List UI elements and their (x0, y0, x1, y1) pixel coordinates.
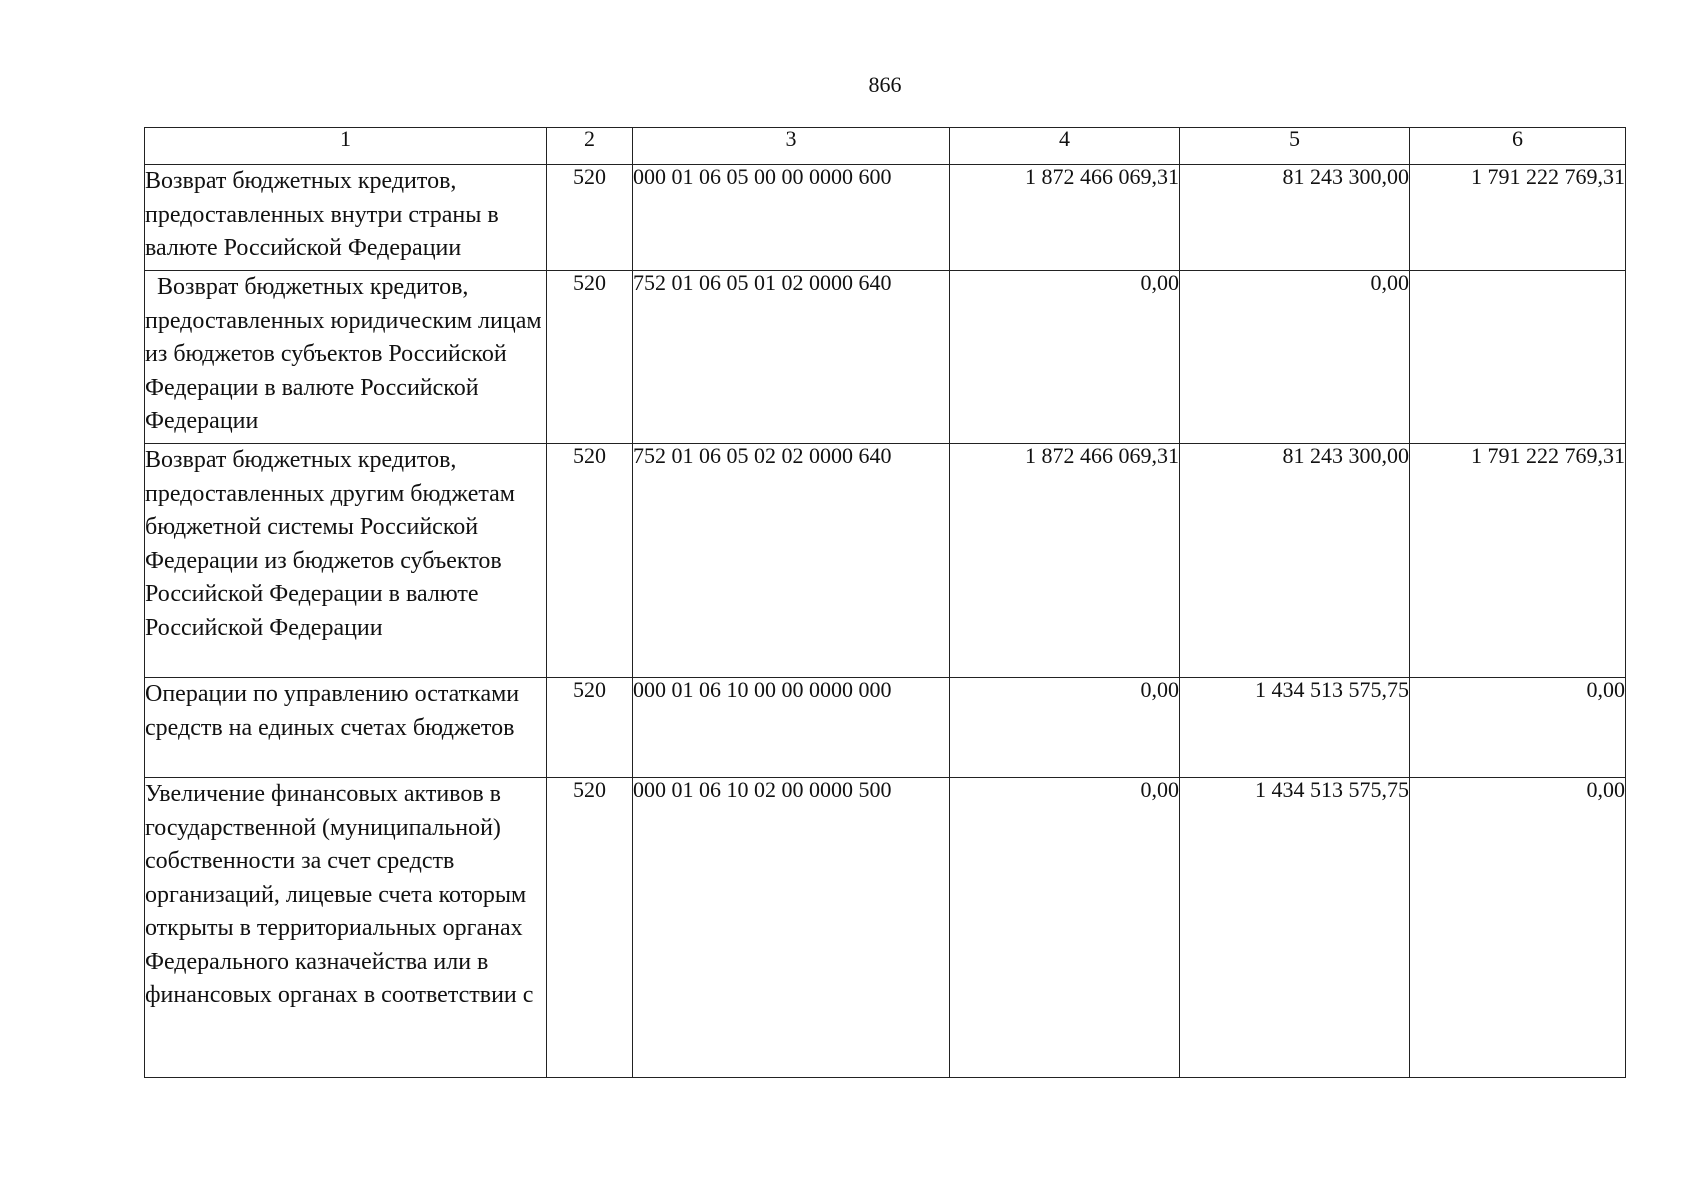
row-description-cell (145, 271, 547, 444)
row-description: Возврат бюджетных кредитов, предоставленных другим бюджетам бюджетной системы Российской Федерации из бюджетов субъектов Российской Федерации в валюте Российской Федерации (145, 444, 547, 678)
row-line-code: 520 (547, 165, 633, 271)
row-value-col4: 0,00 (950, 678, 1180, 778)
row-line-code: 520 (547, 271, 633, 444)
row-budget-code: 752 01 06 05 01 02 0000 640 (633, 271, 950, 444)
row-description: Возврат бюджетных кредитов, предоставленных внутри страны в валюте Российской Федерации (145, 165, 547, 271)
row-value-col5: 1 434 513 575,75 (1180, 778, 1410, 1078)
row-value-col5: 81 243 300,00 (1180, 165, 1410, 271)
table-row (145, 778, 1626, 1078)
table-row (145, 165, 1626, 271)
row-description: Операции по управлению остатками средств на единых счетах бюджетов (145, 678, 547, 778)
row-value-col4: 1 872 466 069,31 (950, 444, 1180, 678)
column-header-4: 4 (950, 128, 1180, 165)
page-number: 866 (868, 72, 902, 97)
row-line-code: 520 (547, 444, 633, 678)
column-header-1: 1 (145, 128, 547, 165)
row-description: Увеличение финансовых активов в государственной (муниципальной) собственности за счет средств организаций, лицевые счета которым открыты в территориальных органах Федерального казначейства или в финансовых органах в соответствии с (145, 778, 547, 1078)
row-value-col6: 1 791 222 769,31 (1410, 165, 1626, 271)
column-header-5: 5 (1180, 128, 1410, 165)
row-line-code: 520 (547, 678, 633, 778)
row-budget-code: 000 01 06 10 00 00 0000 000 (633, 678, 950, 778)
row-budget-code: 000 01 06 05 00 00 0000 600 (633, 165, 950, 271)
column-header-3: 3 (633, 128, 950, 165)
table-row (145, 678, 1626, 778)
table-row (145, 271, 1626, 444)
row-value-col6: 1 791 222 769,31 (1410, 444, 1626, 678)
table-row (145, 444, 1626, 678)
row-value-col5: 1 434 513 575,75 (1180, 678, 1410, 778)
row-value-col6: 0,00 (1410, 778, 1626, 1078)
row-value-col4: 0,00 (950, 271, 1180, 444)
row-line-code: 520 (547, 778, 633, 1078)
budget-sources-table (144, 127, 1626, 1078)
row-value-col5: 81 243 300,00 (1180, 444, 1410, 678)
row-budget-code: 000 01 06 10 02 00 0000 500 (633, 778, 950, 1078)
row-value-col4: 1 872 466 069,31 (950, 165, 1180, 271)
row-budget-code: 752 01 06 05 02 02 0000 640 (633, 444, 950, 678)
column-header-6: 6 (1410, 128, 1626, 165)
row-value-col6 (1410, 271, 1626, 444)
row-value-col6: 0,00 (1410, 678, 1626, 778)
row-value-col4: 0,00 (950, 778, 1180, 1078)
table-header-row (145, 128, 1626, 165)
row-value-col5: 0,00 (1180, 271, 1410, 444)
row-description: Возврат бюджетных кредитов, предоставленных юридическим лицам из бюджетов субъектов Российской Федерации в валюте Российской Федерации (145, 274, 542, 434)
column-header-2: 2 (547, 128, 633, 165)
